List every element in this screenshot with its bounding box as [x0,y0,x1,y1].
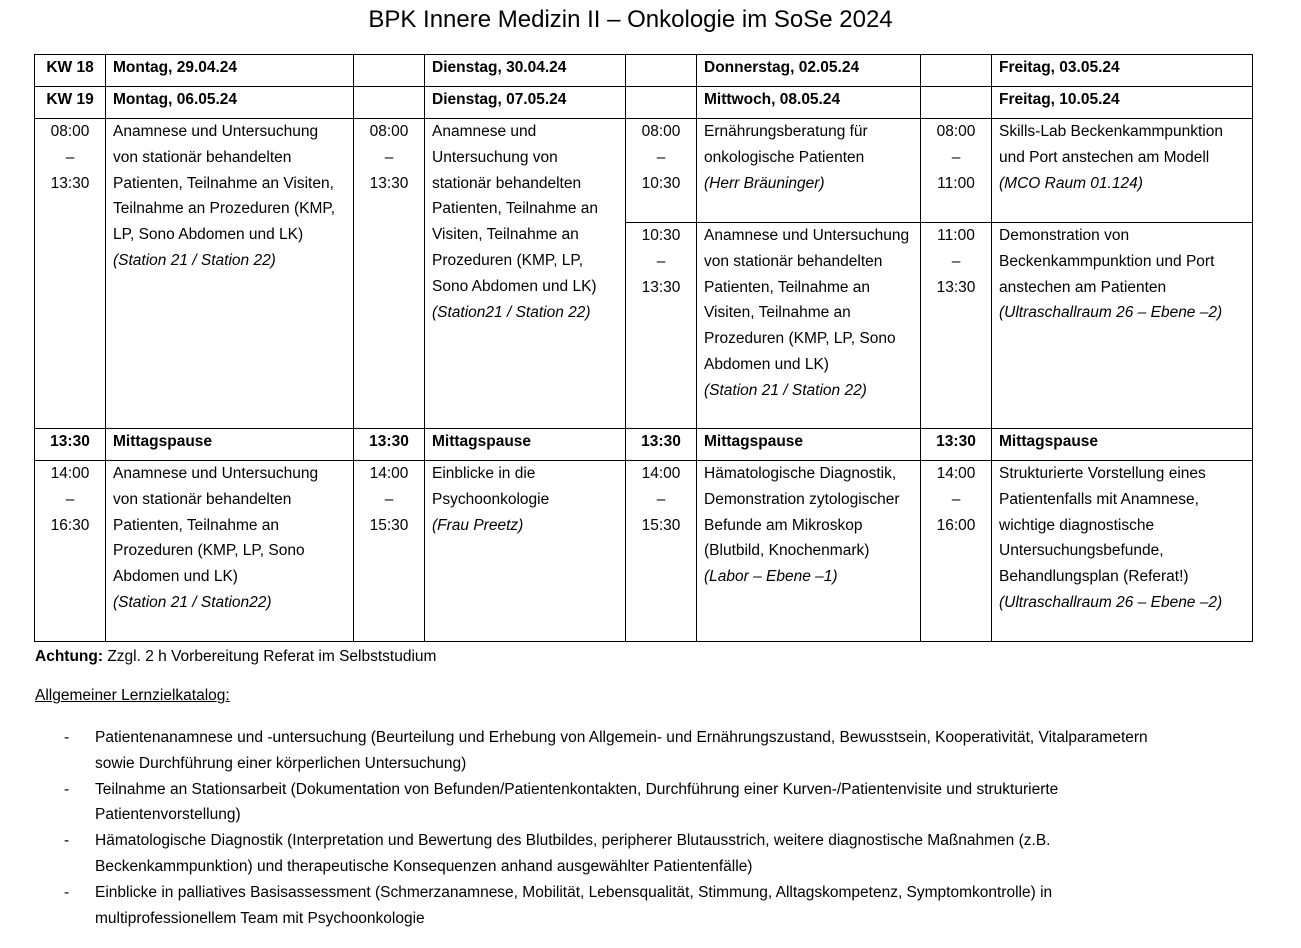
lunch-label: Mittagspause [425,429,626,461]
week-row-kw18 [35,55,1253,87]
time-dash: – [951,252,961,270]
list-dash: - [64,832,70,850]
time-from: 08:00 [641,123,681,140]
time-dash: – [384,490,394,508]
empty-cell [921,87,992,119]
week-label: KW 18 [35,55,106,87]
session-place: (Frau Preetz) [432,516,524,534]
time-dash: – [656,490,666,508]
session-cell [992,223,1253,429]
session-text: Anamnese und Untersuchung von stationär behandelten Patienten, Teilnahme an Visiten, Teilnahme an Prozeduren (KMP, LP, Sono Abdomen und LK) [432,123,599,295]
empty-cell [354,87,425,119]
session-cell [106,461,354,642]
afternoon-row [35,461,1253,642]
morning-row-1 [35,119,1253,223]
time-dash: – [656,148,666,166]
time-from: 14:00 [369,465,409,482]
time-from: 11:00 [937,227,975,244]
list-item-text: Einblicke in palliatives Basisassessment (Schmerzanamnese, Mobilität, Lebensqualität, Stimmung, Alltagskompetenz, Symptomkontrolle) in multiprofessionellem Team mit Psychoonkologie [95,883,1053,927]
time-from: 14:00 [50,465,90,482]
time-cell [626,223,697,429]
day-header-tuesday: Dienstag, 30.04.24 [425,55,626,87]
time-cell [35,119,106,429]
day-header-monday: Montag, 06.05.24 [106,87,354,119]
time-from: 08:00 [50,123,90,140]
session-text: Skills-Lab Beckenkammpunktion und Port anstechen am Modell [999,123,1223,166]
time-from: 08:00 [369,123,409,140]
session-place: (Station 21 / Station22) [113,593,272,611]
day-header-tuesday: Dienstag, 07.05.24 [425,87,626,119]
time-cell [921,461,992,642]
session-place: (Station 21 / Station 22) [704,381,867,399]
lunch-time: 13:30 [921,429,992,461]
session-place: (Labor – Ebene –1) [704,568,838,586]
time-from: 10:30 [641,227,681,244]
time-dash: – [656,252,666,270]
session-text: Einblicke in die Psychoonkologie [432,465,550,508]
session-text: Anamnese und Untersuchung von stationär behandelten Patienten, Teilnahme an Visiten, Teilnahme an Prozeduren (KMP, LP, Sono Abdomen und LK) [113,123,336,244]
lunch-label: Mittagspause [992,429,1253,461]
session-cell [425,461,626,642]
time-to: 16:00 [936,516,976,534]
time-to: 13:30 [50,174,90,192]
time-dash: – [65,148,75,166]
note [35,648,436,666]
time-cell [626,461,697,642]
document-title: BPK Innere Medizin II – Onkologie im SoSe 2024 [368,6,893,33]
list-item-text: Hämatologische Diagnostik (Interpretation und Bewertung des Blutbildes, peripherer Blutausstrich, weitere diagnostische Maßnahmen (z.B. Beckenkammpunktion) und therapeutische Konsequenzen anhand ausgewählter Patientenfälle) [95,832,1051,875]
session-cell [992,119,1253,223]
session-cell [697,119,921,223]
empty-cell [354,55,425,87]
session-cell [697,461,921,642]
day-header-friday: Freitag, 03.05.24 [992,55,1253,87]
time-to: 13:30 [369,174,409,192]
lunch-row [35,429,1253,461]
empty-cell [626,87,697,119]
time-from: 08:00 [936,123,976,140]
time-to: 15:30 [369,516,409,534]
lunch-time: 13:30 [354,429,425,461]
week-label: KW 19 [35,87,106,119]
session-place: (Ultraschallraum 26 – Ebene –2) [999,593,1223,611]
session-text: Ernährungsberatung für onkologische Patienten [704,123,868,166]
time-cell [921,223,992,429]
empty-cell [626,55,697,87]
day-header-friday: Freitag, 10.05.24 [992,87,1253,119]
list-dash: - [64,729,70,746]
day-header-monday: Montag, 29.04.24 [106,55,354,87]
time-to: 10:30 [641,174,681,192]
week-row-kw19 [35,87,1253,119]
time-cell [354,119,425,429]
lunch-label: Mittagspause [106,429,354,461]
objectives-list [60,725,1180,931]
time-to: 13:30 [641,278,681,296]
session-cell [425,119,626,429]
list-item [60,880,1180,932]
empty-cell [921,55,992,87]
time-cell [921,119,992,223]
time-to: 16:30 [50,516,90,534]
time-cell [626,119,697,223]
session-place: (MCO Raum 01.124) [999,174,1143,192]
list-item-text: Patientenanamnese und -untersuchung (Beurteilung und Erhebung von Allgemein- und Ernährungszustand, Bewusstsein, Kooperativität, Vitalparametern sowie Durchführung einer körperlichen Untersuchung) [95,729,1148,772]
list-item [60,777,1180,829]
list-item [60,828,1180,880]
session-place: (Herr Bräuninger) [704,174,825,192]
time-dash: – [65,490,75,508]
lunch-time: 13:30 [626,429,697,461]
time-from: 14:00 [641,465,681,482]
list-dash: - [64,883,70,901]
note-text: Zzgl. 2 h Vorbereitung Referat im Selbststudium [103,648,437,665]
session-text: Anamnese und Untersuchung von stationär behandelten Patienten, Teilnahme an Prozeduren (KMP, LP, Sono Abdomen und LK) [113,465,319,586]
time-from: 14:00 [936,465,976,482]
time-cell [354,461,425,642]
session-cell [106,119,354,429]
objectives-title: Allgemeiner Lernzielkatalog: [35,687,230,704]
session-cell [697,223,921,429]
session-cell [992,461,1253,642]
session-text: Hämatologische Diagnostik, Demonstration zytologischer Befunde am Mikroskop (Blutbild, Knochenmark) [704,465,900,560]
time-dash: – [951,148,961,166]
lunch-label: Mittagspause [697,429,921,461]
session-place: (Station21 / Station 22) [432,303,591,321]
day-header-wednesday: Mittwoch, 08.05.24 [697,87,921,119]
session-place: (Ultraschallraum 26 – Ebene –2) [999,304,1223,322]
time-to: 15:30 [641,516,681,534]
session-text: Strukturierte Vorstellung eines Patientenfalls mit Anamnese, wichtige diagnostische Untersuchungsbefunde, Behandlungsplan (Referat!) [999,465,1206,586]
time-to: 11:00 [937,174,975,192]
time-dash: – [951,490,961,508]
time-cell [35,461,106,642]
note-label: Achtung: [35,648,104,665]
list-item [60,725,1180,777]
list-dash: - [64,780,70,798]
time-dash: – [384,148,394,166]
list-item-text: Teilnahme an Stationsarbeit (Dokumentation von Befunden/Patientenkontakten, Durchführung einer Kurven-/Patientenvisite und strukturierte Patientenvorstellung) [95,780,1059,824]
session-text: Demonstration von Beckenkammpunktion und Port anstechen am Patienten [999,227,1215,296]
day-header-thursday: Donnerstag, 02.05.24 [697,55,921,87]
session-text: Anamnese und Untersuchung von stationär behandelten Patienten, Teilnahme an Visiten, Teilnahme an Prozeduren (KMP, LP, Sono Abdomen und LK) [704,227,910,373]
schedule-table [34,54,1253,642]
time-to: 13:30 [936,278,976,296]
lunch-time: 13:30 [35,429,106,461]
session-place: (Station 21 / Station 22) [113,251,276,269]
